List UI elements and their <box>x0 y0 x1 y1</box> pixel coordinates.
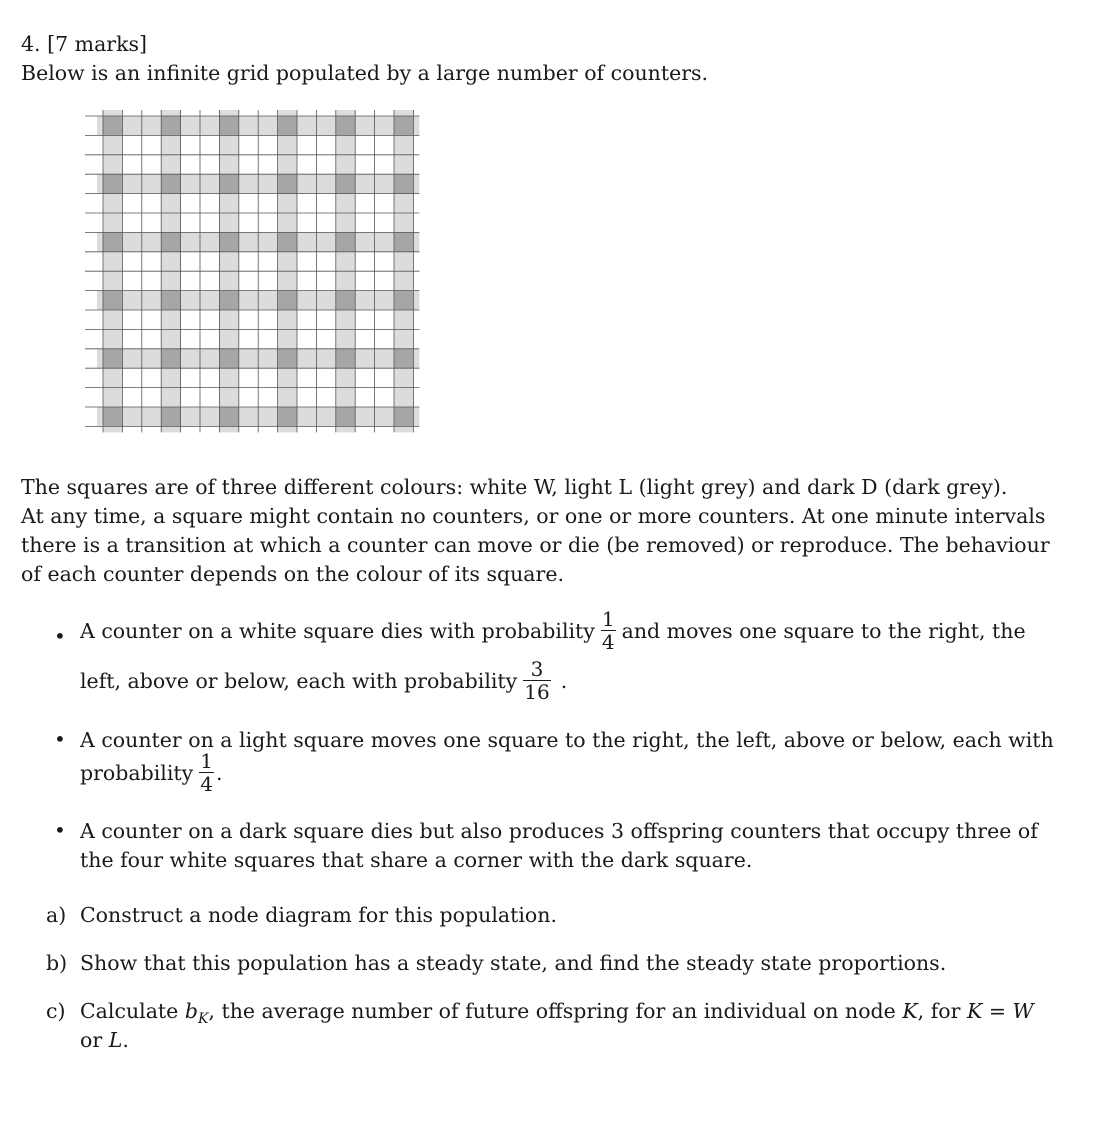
fraction-one-quarter <box>199 750 214 795</box>
fraction-denominator: 16 <box>524 680 550 704</box>
question-number: 4. <box>21 32 41 56</box>
dark-square <box>161 349 180 368</box>
bullet-white-text: left, above or below, each with probability <box>80 669 518 693</box>
dark-square <box>161 116 180 135</box>
dark-square <box>394 116 413 135</box>
math-w: W <box>1012 999 1034 1023</box>
part-c-label: c) <box>46 999 66 1023</box>
dark-square <box>394 232 413 251</box>
part-c-text: , for <box>917 999 961 1023</box>
dark-square <box>103 116 122 135</box>
math-equals: = <box>982 999 1013 1023</box>
bullet-marker: • <box>54 818 66 842</box>
bullet-light-line1: A counter on a light square moves one square to the right, the left, above or below, each with <box>80 728 1054 752</box>
paragraph-line: At any time, a square might contain no counters, or one or more counters. At one minute intervals <box>21 504 1046 528</box>
question-intro: Below is an infinite grid populated by a large number of counters. <box>21 61 709 85</box>
fraction-one-quarter <box>601 608 616 653</box>
dark-square <box>161 174 180 193</box>
part-a-text: Construct a node diagram for this population. <box>80 903 557 927</box>
dark-square <box>103 407 122 426</box>
math-k: K <box>902 999 918 1023</box>
question-heading <box>21 30 147 59</box>
bullet-light-period: . <box>215 761 223 785</box>
dark-square <box>219 174 238 193</box>
part-b-text: Show that this population has a steady state, and find the steady state proportions. <box>80 951 947 975</box>
dark-square <box>103 174 122 193</box>
fraction-denominator: 4 <box>601 630 615 654</box>
dark-square <box>219 116 238 135</box>
dark-square <box>161 232 180 251</box>
math-l: L <box>108 1028 123 1052</box>
fraction-numerator: 1 <box>200 749 213 773</box>
bullet-marker: • <box>54 727 66 751</box>
dark-square <box>103 291 122 310</box>
dark-square <box>336 407 355 426</box>
dark-square <box>103 349 122 368</box>
part-a-label: a) <box>46 903 67 927</box>
bullet-white-text: A counter on a white square dies with probability <box>80 619 595 643</box>
bullet-white-line2 <box>80 657 568 705</box>
dark-square <box>336 349 355 368</box>
dark-square <box>219 291 238 310</box>
part-c-text: , the average number of future offspring for an individual on node <box>208 999 896 1023</box>
bullet-light-line2 <box>80 749 223 797</box>
colour-description-paragraph <box>21 473 1050 589</box>
part-c-or: or <box>80 1028 103 1052</box>
fraction-denominator: 4 <box>200 772 213 796</box>
dark-square <box>394 349 413 368</box>
bullet-dark-line2: the four white squares that share a corner with the dark square. <box>80 848 753 872</box>
math-subscript-k: K <box>197 1011 209 1028</box>
fraction-numerator: 3 <box>523 658 550 681</box>
dark-square <box>219 407 238 426</box>
bullet-white-line1 <box>80 607 1026 655</box>
dark-square <box>278 407 297 426</box>
counter-grid-figure <box>83 106 439 446</box>
fraction-numerator: 1 <box>601 607 615 631</box>
dark-square <box>336 116 355 135</box>
question-marks: [7 marks] <box>47 32 148 56</box>
dark-square <box>278 174 297 193</box>
dark-square <box>336 291 355 310</box>
part-c-line2 <box>80 1026 129 1055</box>
dark-square <box>394 291 413 310</box>
part-b-label: b) <box>46 951 68 975</box>
dark-square <box>278 291 297 310</box>
dark-square <box>394 407 413 426</box>
paragraph-line: there is a transition at which a counter can move or die (be removed) or reproduce. The behaviour <box>21 533 1050 557</box>
dark-square <box>336 174 355 193</box>
bullet-dark-line1: A counter on a dark square dies but also produces 3 offspring counters that occupy three of <box>80 819 1038 843</box>
bullet-marker: • <box>54 624 66 648</box>
dark-square <box>161 407 180 426</box>
paragraph-line: of each counter depends on the colour of its square. <box>21 562 564 586</box>
part-c-line1 <box>80 997 1034 1034</box>
dark-square <box>161 291 180 310</box>
dark-square <box>219 349 238 368</box>
dark-square <box>219 232 238 251</box>
dark-square <box>103 232 122 251</box>
math-b: b <box>184 999 198 1023</box>
dark-square <box>278 116 297 135</box>
counter-grid <box>83 106 439 442</box>
dark-square <box>336 232 355 251</box>
dark-square <box>278 349 297 368</box>
dark-square <box>278 232 297 251</box>
dark-square <box>394 174 413 193</box>
part-c-text: Calculate <box>80 999 179 1023</box>
bullet-white-period: . <box>560 669 568 693</box>
math-k: K <box>966 999 983 1023</box>
paragraph-line: The squares are of three different colours: white W, light L (light grey) and dark D (dark grey). <box>21 475 1008 499</box>
fraction-three-sixteenths <box>523 658 550 703</box>
part-c-period: . <box>122 1028 129 1052</box>
bullet-white-text: and moves one square to the right, the <box>621 619 1026 643</box>
bullet-light-text: probability <box>80 761 194 785</box>
